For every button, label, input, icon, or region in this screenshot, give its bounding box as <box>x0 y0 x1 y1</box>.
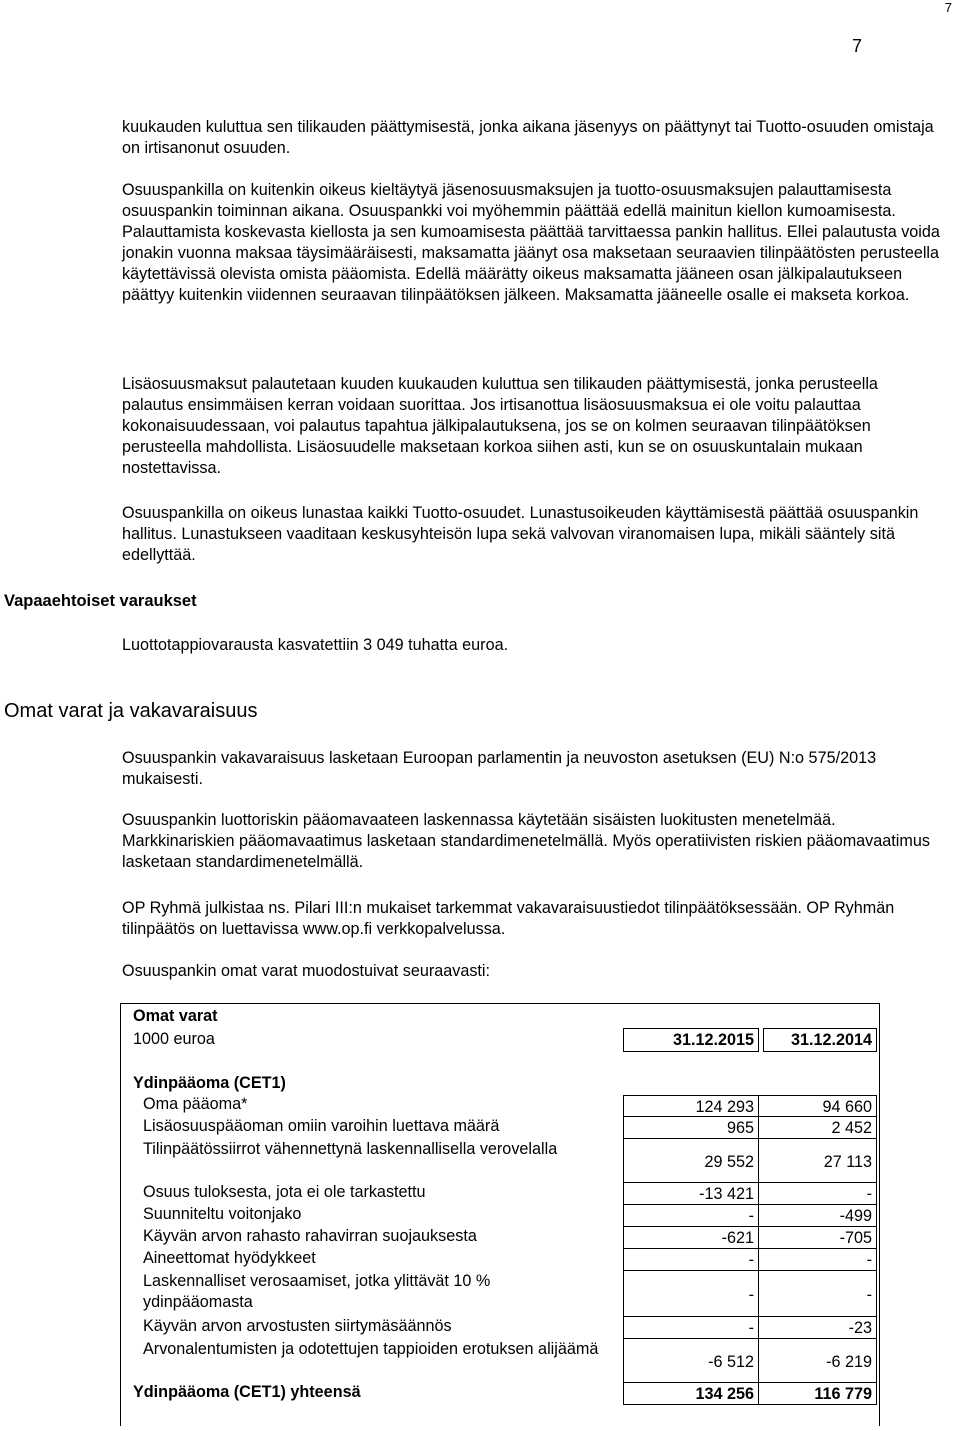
own-funds-table <box>120 1003 880 1426</box>
table-unit: 1000 euroa <box>133 1030 215 1048</box>
row-value-2015: - <box>623 1249 759 1271</box>
paragraph-1: kuukauden kuluttua sen tilikauden päättymisestä, jonka aikana jäsenyys on päättynyt tai Tuotto-osuuden omistaja on irtisanonut osuuden. <box>122 118 934 157</box>
row-label: Arvonalentumisten ja odotettujen tappioiden erotuksen alijäämä <box>143 1340 599 1358</box>
row-label: Lisäosuuspääoman omiin varoihin luettava määrä <box>143 1117 500 1135</box>
row-label: Oma pääoma* <box>143 1095 248 1113</box>
reserve-text: Luottotappiovarausta kasvatettiin 3 049 tuhatta euroa. <box>122 636 509 654</box>
table-row <box>133 1317 872 1339</box>
row-label: Käyvän arvon rahasto rahavirran suojauksesta <box>143 1227 477 1245</box>
table-row <box>133 1227 872 1249</box>
row-value-2014: -499 <box>759 1205 877 1227</box>
total-value-2015: 134 256 <box>623 1383 759 1405</box>
table-row <box>133 1249 872 1271</box>
row-label: Suunniteltu voitonjako <box>143 1205 302 1223</box>
total-label: Ydinpääoma (CET1) yhteensä <box>133 1383 361 1401</box>
section-heading-own-funds: Omat varat ja vakavaraisuus <box>4 700 258 722</box>
row-value-2015: -13 421 <box>623 1183 759 1205</box>
row-value-2014: - <box>759 1249 877 1271</box>
section-paragraph-2: Osuuspankin luottoriskin pääomavaateen laskennassa käytetään sisäisten luokitusten menetelmää. Markkinariskien pääomavaatimus lasketaan standardimenetelmällä. Myös operatiivisten riskien pääomavaatimus lasketaan standardimenetelmällä. <box>122 811 930 871</box>
row-value-2014: - <box>759 1271 877 1317</box>
section-paragraph-4: Osuuspankin omat varat muodostuivat seuraavasti: <box>122 962 491 980</box>
row-value-2014: -705 <box>759 1227 877 1249</box>
table-row <box>133 1339 872 1383</box>
table-row <box>133 1139 872 1183</box>
row-label: Tilinpäätössiirrot vähennettynä laskennallisella verovelalla <box>143 1140 558 1158</box>
column-header-2015: 31.12.2015 <box>623 1028 759 1052</box>
row-value-2014: -23 <box>759 1317 877 1339</box>
table-row <box>133 1117 872 1139</box>
table-row <box>133 1271 872 1317</box>
table-row <box>133 1095 872 1117</box>
table-row <box>133 1205 872 1227</box>
side-heading-voluntary-reserves: Vapaaehtoiset varaukset <box>4 592 197 610</box>
row-value-2014: -6 219 <box>759 1339 877 1383</box>
row-value-2015: - <box>623 1205 759 1227</box>
row-value-2015: 29 552 <box>623 1139 759 1183</box>
corner-page-number: 7 <box>944 0 952 15</box>
row-value-2015: - <box>623 1271 759 1317</box>
paragraph-3: Lisäosuusmaksut palautetaan kuuden kuukauden kuluttua sen tilikauden päättymisestä, jonka perusteella palautus ensimmäisen kerran voidaan suorittaa. Jos irtisanottua lisäosuusmaksua ei ole voitu palauttaa kokonaisuudessaan, voi palautus tapahtua jälkipalautuksena, jos se on kolmen seuraavan tilinpäätöksen perusteella mahdollista. Lisäosuudelle maksetaan korkoa siihen asti, kun se on osuuskuntalain mukaan nostettavissa. <box>122 375 878 477</box>
row-value-2014: - <box>759 1183 877 1205</box>
section-paragraph-3: OP Ryhmä julkistaa ns. Pilari III:n mukaiset tarkemmat vakavaraisuustiedot tilinpäätöksessään. OP Ryhmän tilinpäätös on luettavissa www.op.fi verkkopalvelussa. <box>122 899 895 938</box>
row-value-2014: 94 660 <box>759 1095 877 1117</box>
row-label: Laskennalliset verosaamiset, jotka ylittävät 10 % ydinpääomasta <box>143 1272 491 1311</box>
table-row <box>133 1183 872 1205</box>
row-label: Käyvän arvon arvostusten siirtymäsäännös <box>143 1317 452 1335</box>
row-label: Aineettomat hyödykkeet <box>143 1249 316 1267</box>
row-value-2015: 965 <box>623 1117 759 1139</box>
table-title: Omat varat <box>133 1007 218 1025</box>
table-total-row <box>133 1383 872 1405</box>
page-number: 7 <box>852 36 863 56</box>
row-value-2014: 27 113 <box>759 1139 877 1183</box>
row-value-2014: 2 452 <box>759 1117 877 1139</box>
section-paragraph-1: Osuuspankin vakavaraisuus lasketaan Euroopan parlamentin ja neuvoston asetuksen (EU) N:o 575/2013 mukaisesti. <box>122 749 877 788</box>
row-value-2015: -621 <box>623 1227 759 1249</box>
total-value-2014: 116 779 <box>759 1383 877 1405</box>
table-group-title: Ydinpääoma (CET1) <box>133 1074 286 1092</box>
row-label: Osuus tuloksesta, jota ei ole tarkastettu <box>143 1183 426 1201</box>
row-value-2015: -6 512 <box>623 1339 759 1383</box>
paragraph-4: Osuuspankilla on oikeus lunastaa kaikki Tuotto-osuudet. Lunastusoikeuden käyttämisestä päättää osuuspankin hallitus. Lunastukseen vaaditaan keskusyhteisön lupa sekä valvovan viranomaisen lupa, mikäli sääntely sitä edellyttää. <box>122 504 919 564</box>
column-header-2014: 31.12.2014 <box>763 1028 877 1052</box>
paragraph-2: Osuuspankilla on kuitenkin oikeus kieltäytyä jäsenosuusmaksujen ja tuotto-osuusmaksujen palauttamisesta osuuspankin toiminnan aikana. Osuuspankki voi myöhemmin päättää edellä mainitun kiellon kumoamisesta. Palauttamista koskevasta kiellosta ja sen kumoamisesta päättää tarvittaessa pankin hallitus. Ellei palautusta voida jonakin vuonna maksaa täysimääräisesti, maksamatta jäänyt osa maksetaan seuraavien tilinpäätösten perusteella käytettävissä olevista omista pääomista. Edellä määrätty oikeus maksamatta jääneen osan jälkipalautukseen päättyy kuitenkin viidennen seuraavan tilinpäätöksen jälkeen. Maksamatta jääneelle osalle ei makseta korkoa. <box>122 181 940 304</box>
row-value-2015: - <box>623 1317 759 1339</box>
row-value-2015: 124 293 <box>623 1095 759 1117</box>
